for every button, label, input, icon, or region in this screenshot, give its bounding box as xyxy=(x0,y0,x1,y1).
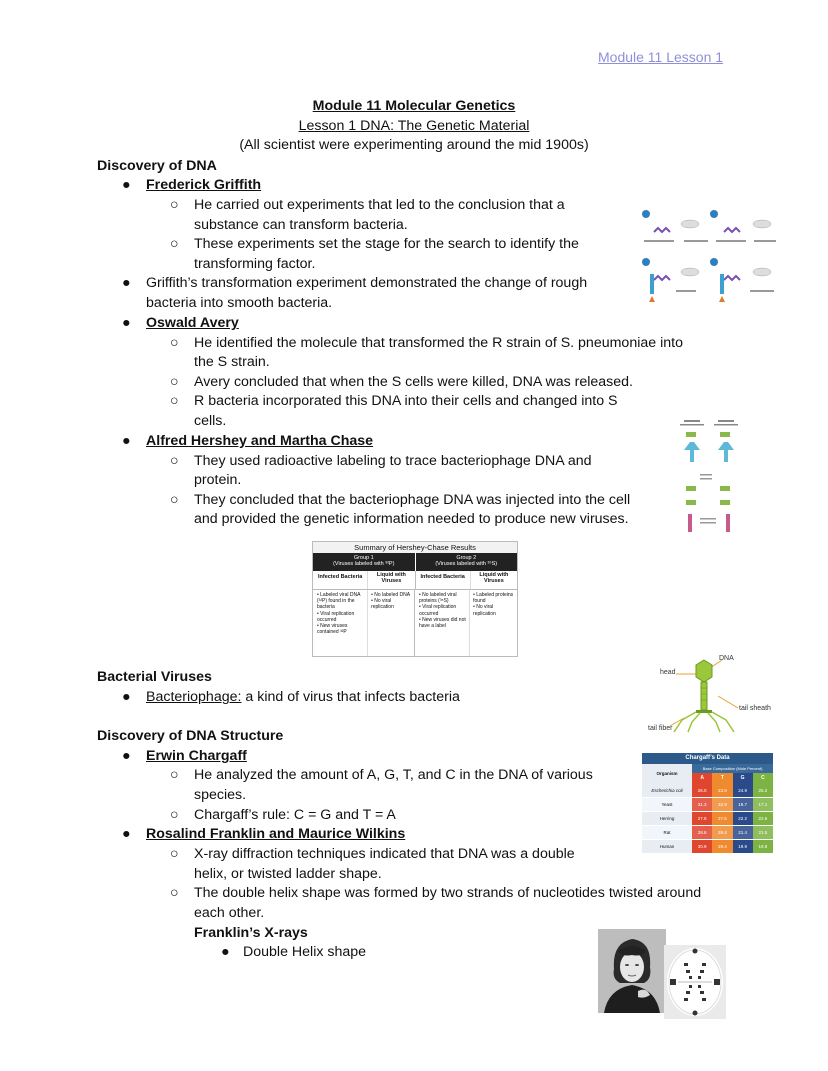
bullet-icon: ● xyxy=(122,826,131,842)
header-link[interactable]: Module 11 Lesson 1 xyxy=(598,49,724,65)
scientist-franklin-wilkins: ● Rosalind Franklin and Maurice Wilkins xyxy=(146,825,405,845)
circle-bullet-icon: ○ xyxy=(170,492,179,508)
bullet-icon: ● xyxy=(122,275,131,291)
col-header: Liquid with Viruses xyxy=(368,571,415,589)
chargaff-point-1: ○ He analyzed the amount of A, G, T, and C in the DNA of various xyxy=(194,766,593,786)
base-value-cell: 18.7 xyxy=(733,798,753,811)
base-composition-header: Base Composition (Mole Percent) xyxy=(692,764,773,773)
organism-cell: Rat xyxy=(642,826,692,839)
results-cell: • Labeled viral DNA (³²P) found in the bacteria • Viral replication occurred • New viruses contained ³²P xyxy=(313,590,368,656)
base-value-cell: 17.1 xyxy=(753,798,773,811)
chargaff-table-title: Chargaff’s Data xyxy=(642,753,773,764)
xray-diffraction-photo xyxy=(664,945,726,1019)
circle-bullet-icon: ○ xyxy=(170,885,179,901)
base-value-cell: 32.9 xyxy=(712,798,732,811)
chargaff-point-1-cont: species. xyxy=(194,787,247,803)
chargaff-point-2: ○ Chargaff’s rule: C = G and T = A xyxy=(194,806,396,826)
base-t-header: T xyxy=(712,773,732,784)
circle-bullet-icon: ○ xyxy=(170,374,179,390)
col-header: Infected Bacteria xyxy=(313,571,368,589)
franklin-point-2-cont: each other. xyxy=(194,905,265,921)
base-value-cell: 24.9 xyxy=(733,784,753,797)
base-value-cell: 31.3 xyxy=(692,798,712,811)
hershey-chase-results-table xyxy=(312,541,518,657)
base-value-cell: 21.5 xyxy=(753,826,773,839)
base-value-cell: 19.9 xyxy=(733,840,753,853)
griffith-point-2: ○ These experiments set the stage for the search to identify the xyxy=(194,235,579,255)
base-g-header: G xyxy=(733,773,753,784)
hershey-point-1-cont: protein. xyxy=(194,472,242,488)
heading-discovery: Discovery of DNA xyxy=(97,158,217,174)
bullet-icon: ● xyxy=(221,944,230,960)
results-cell: • No labeled DNA • No viral replication xyxy=(368,590,415,656)
circle-bullet-icon: ○ xyxy=(170,393,179,409)
franklin-point-1: ○ X-ray diffraction techniques indicated that DNA was a double xyxy=(194,845,575,865)
hershey-chase-experiment-figure xyxy=(676,418,746,538)
organism-cell: Human xyxy=(642,840,692,853)
franklin-xrays-heading: Franklin’s X-rays xyxy=(194,925,308,941)
chargaff-row xyxy=(642,812,773,826)
scientist-chargaff: ● Erwin Chargaff xyxy=(146,747,247,767)
lesson-title: Lesson 1 DNA: The Genetic Material xyxy=(298,118,530,134)
base-value-cell: 28.4 xyxy=(712,826,732,839)
franklin-point-1-cont: helix, or twisted ladder shape. xyxy=(194,866,382,882)
group-1-header: Group 1 (Viruses labeled with ³²P) xyxy=(313,553,416,571)
avery-point-1: ○ He identified the molecule that transformed the R strain of S. pneumoniae into xyxy=(194,334,683,354)
griffith-summary-cont: bacteria into smooth bacteria. xyxy=(146,295,333,311)
table-title: Summary of Hershey-Chase Results xyxy=(313,542,517,553)
col-header: Infected Bacteria xyxy=(416,571,471,589)
bullet-icon: ● xyxy=(122,315,131,331)
base-c-header: C xyxy=(753,773,773,784)
chargaff-row xyxy=(642,840,773,854)
circle-bullet-icon: ○ xyxy=(170,236,179,252)
circle-bullet-icon: ○ xyxy=(170,197,179,213)
base-value-cell: 26.0 xyxy=(692,784,712,797)
organism-cell: Yeast xyxy=(642,798,692,811)
base-value-cell: 28.6 xyxy=(692,826,712,839)
avery-point-3-cont: cells. xyxy=(194,413,227,429)
xray-point-1: ● Double Helix shape xyxy=(243,943,366,963)
circle-bullet-icon: ○ xyxy=(170,807,179,823)
base-value-cell: 30.9 xyxy=(692,840,712,853)
base-a-header: A xyxy=(692,773,712,784)
organism-cell: Herring xyxy=(642,812,692,825)
bacteriophage-diagram xyxy=(644,652,774,734)
hershey-point-2-cont: and provided the genetic information needed to produce new viruses. xyxy=(194,511,629,527)
title-note: (All scientist were experimenting around the mid 1900s) xyxy=(239,137,589,153)
group-2-header: Group 2 (Viruses labeled with ³⁵S) xyxy=(435,555,498,567)
page-title: Module 11 Molecular Genetics xyxy=(312,98,516,114)
chargaff-data-table xyxy=(642,753,773,853)
griffith-point-1-cont: substance can transform bacteria. xyxy=(194,217,408,233)
griffith-summary: ● Griffith’s transformation experiment demonstrated the change of rough xyxy=(146,274,587,294)
label-tail-sheath: tail sheath xyxy=(739,705,771,712)
rosalind-franklin-photo xyxy=(598,929,666,1013)
base-value-cell: 27.8 xyxy=(692,812,712,825)
base-value-cell: 19.8 xyxy=(753,840,773,853)
scientist-griffith: ● Frederick Griffith xyxy=(146,176,261,196)
circle-bullet-icon: ○ xyxy=(170,453,179,469)
base-value-cell: 25.2 xyxy=(753,784,773,797)
label-tail-fiber: tail fiber xyxy=(648,725,673,732)
base-value-cell: 22.6 xyxy=(753,812,773,825)
results-cell: • Labeled proteins found • No viral replication xyxy=(473,592,514,617)
base-value-cell: 21.4 xyxy=(733,826,753,839)
col-header: Liquid with Viruses xyxy=(479,572,509,584)
circle-bullet-icon: ○ xyxy=(170,846,179,862)
griffith-point-1: ○ He carried out experiments that led to the conclusion that a xyxy=(194,196,565,216)
hershey-point-1: ○ They used radioactive labeling to trace bacteriophage DNA and xyxy=(194,452,592,472)
circle-bullet-icon: ○ xyxy=(170,335,179,351)
bullet-icon: ● xyxy=(122,748,131,764)
circle-bullet-icon: ○ xyxy=(170,767,179,783)
avery-point-1-cont: the S strain. xyxy=(194,354,270,370)
scientist-avery: ● Oswald Avery xyxy=(146,314,239,334)
griffith-experiment-figure xyxy=(640,206,784,302)
base-value-cell: 22.2 xyxy=(733,812,753,825)
heading-bacterial-viruses: Bacterial Viruses xyxy=(97,669,212,685)
label-head: head xyxy=(660,669,676,676)
chargaff-row xyxy=(642,826,773,840)
base-value-cell: 27.5 xyxy=(712,812,732,825)
hershey-point-2: ○ They concluded that the bacteriophage DNA was injected into the cell xyxy=(194,491,630,511)
organism-header: Organism xyxy=(642,764,692,784)
results-cell: • No labeled viral proteins (³⁵S) • Viral replication occurred • New viruses did not have a label xyxy=(415,590,470,656)
chargaff-row xyxy=(642,798,773,812)
bullet-icon: ● xyxy=(122,689,131,705)
chargaff-row xyxy=(642,784,773,798)
avery-point-3: ○ R bacteria incorporated this DNA into their cells and changed into S xyxy=(194,392,618,412)
label-dna: DNA xyxy=(719,655,734,662)
avery-point-2: ○ Avery concluded that when the S cells were killed, DNA was released. xyxy=(194,373,633,393)
bacteriophage-definition: ● Bacteriophage: a kind of virus that infects bacteria xyxy=(146,688,460,708)
franklin-point-2: ○ The double helix shape was formed by two strands of nucleotides twisted around xyxy=(194,884,701,904)
bullet-icon: ● xyxy=(122,433,131,449)
organism-cell: Escherichia coli xyxy=(642,784,692,797)
base-value-cell: 29.4 xyxy=(712,840,732,853)
bullet-icon: ● xyxy=(122,177,131,193)
chargaff-rows xyxy=(642,784,773,854)
base-value-cell: 23.9 xyxy=(712,784,732,797)
griffith-point-2-cont: transforming factor. xyxy=(194,256,316,272)
heading-dna-structure: Discovery of DNA Structure xyxy=(97,728,284,744)
scientist-hershey-chase: ● Alfred Hershey and Martha Chase xyxy=(146,432,373,452)
